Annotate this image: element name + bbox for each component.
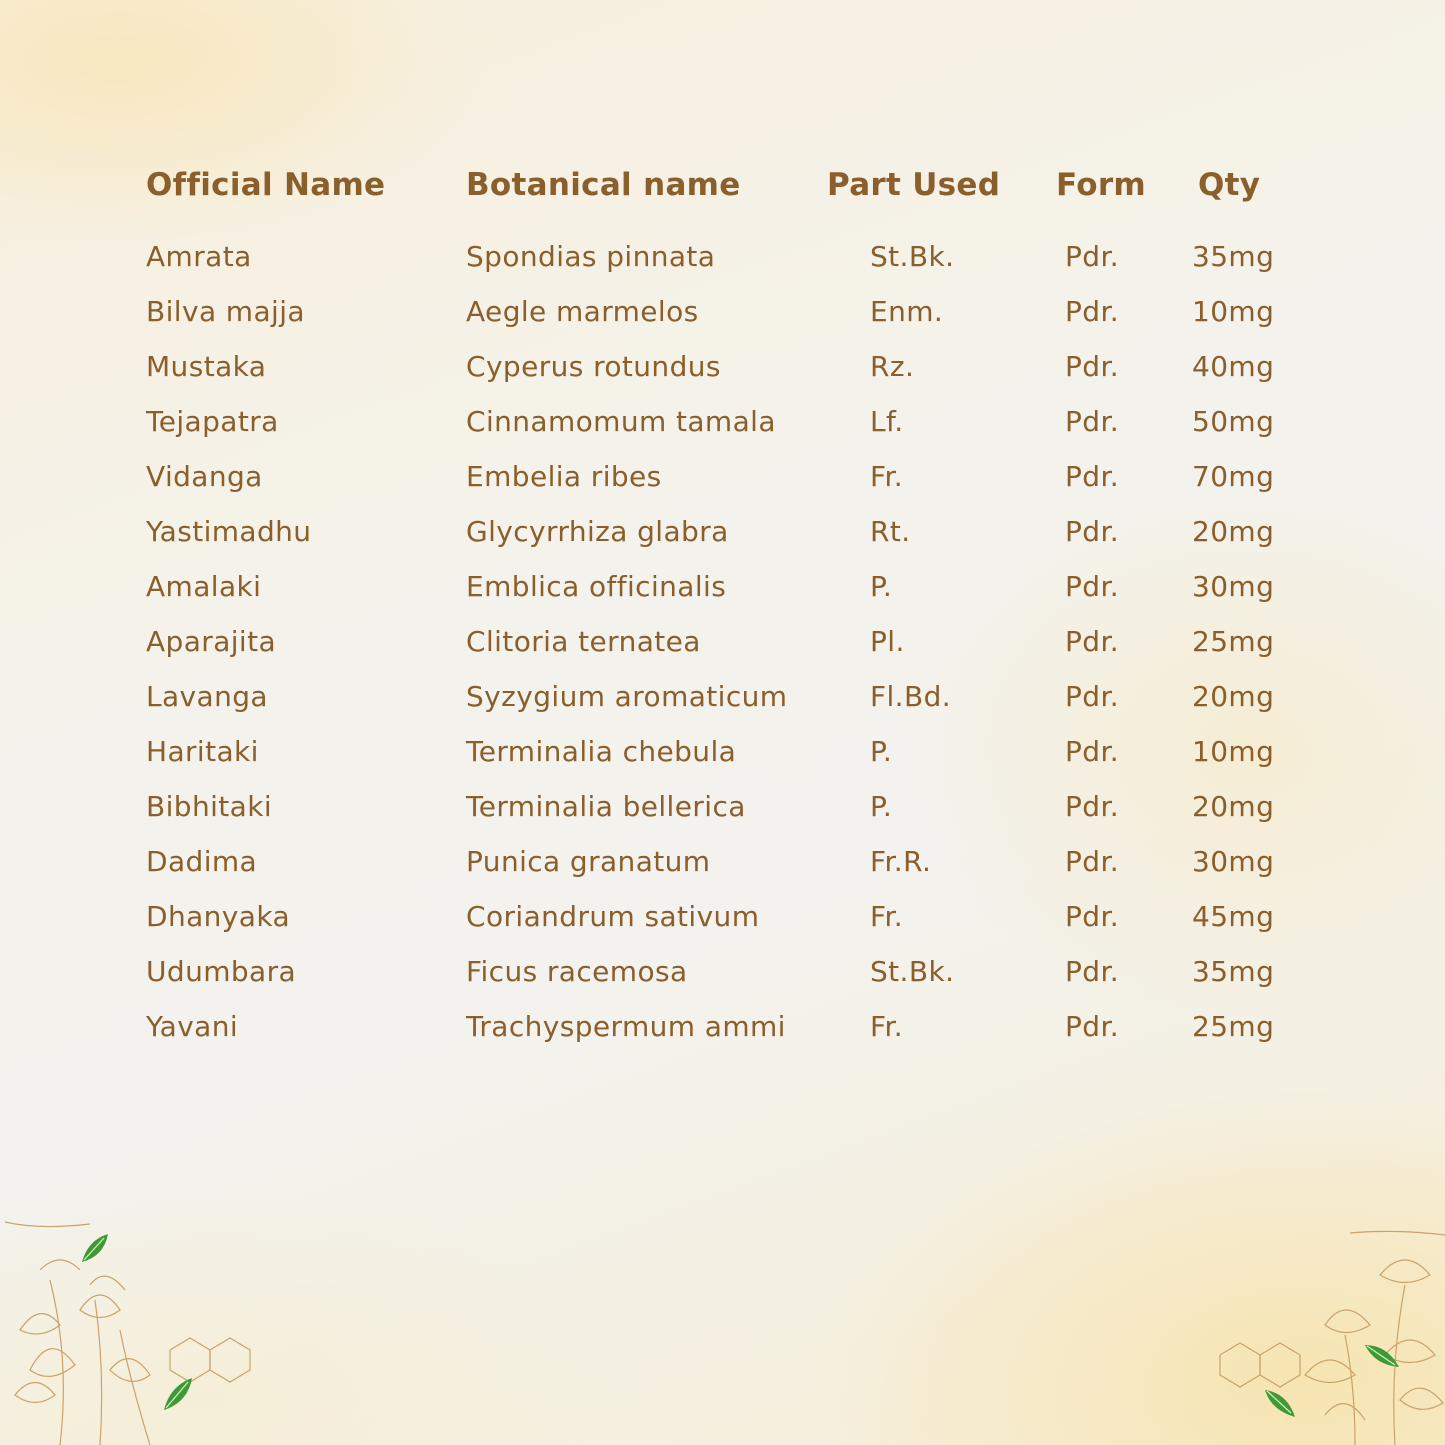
cell-botanical-name: Syzygium aromaticum bbox=[466, 680, 788, 713]
cell-form: Pdr. bbox=[1065, 515, 1120, 548]
table-row bbox=[0, 735, 1445, 775]
cell-form: Pdr. bbox=[1065, 790, 1120, 823]
header-part-used: Part Used bbox=[827, 167, 1001, 203]
cell-part-used: St.Bk. bbox=[870, 240, 955, 273]
cell-qty: 10mg bbox=[1192, 735, 1275, 768]
cell-part-used: Fr. bbox=[870, 1010, 904, 1043]
cell-form: Pdr. bbox=[1065, 405, 1120, 438]
cell-botanical-name: Terminalia bellerica bbox=[466, 790, 746, 823]
cell-official-name: Vidanga bbox=[146, 460, 263, 493]
cell-official-name: Udumbara bbox=[146, 955, 297, 988]
cell-qty: 20mg bbox=[1192, 680, 1275, 713]
cell-botanical-name: Aegle marmelos bbox=[466, 295, 699, 328]
cell-form: Pdr. bbox=[1065, 295, 1120, 328]
cell-form: Pdr. bbox=[1065, 845, 1120, 878]
cell-part-used: Rt. bbox=[870, 515, 911, 548]
cell-part-used: Fr. bbox=[870, 900, 904, 933]
table-row bbox=[0, 240, 1445, 280]
cell-official-name: Lavanga bbox=[146, 680, 268, 713]
cell-botanical-name: Ficus racemosa bbox=[466, 955, 688, 988]
cell-official-name: Amrata bbox=[146, 240, 252, 273]
cell-form: Pdr. bbox=[1065, 460, 1120, 493]
cell-official-name: Dadima bbox=[146, 845, 258, 878]
header-official-name: Official Name bbox=[146, 167, 386, 203]
leaf-icon bbox=[1265, 1390, 1295, 1417]
cell-official-name: Haritaki bbox=[146, 735, 259, 768]
leaf-icon bbox=[1365, 1345, 1399, 1367]
cell-part-used: P. bbox=[870, 790, 893, 823]
cell-botanical-name: Terminalia chebula bbox=[466, 735, 737, 768]
cell-botanical-name: Cyperus rotundus bbox=[466, 350, 721, 383]
cell-qty: 70mg bbox=[1192, 460, 1275, 493]
cell-part-used: Rz. bbox=[870, 350, 915, 383]
cell-qty: 20mg bbox=[1192, 515, 1275, 548]
cell-qty: 40mg bbox=[1192, 350, 1275, 383]
table-row bbox=[0, 955, 1445, 995]
flower-line-art-bottom-left bbox=[0, 1210, 270, 1445]
cell-botanical-name: Coriandrum sativum bbox=[466, 900, 760, 933]
cell-part-used: Lf. bbox=[870, 405, 904, 438]
table-row bbox=[0, 900, 1445, 940]
table-row bbox=[0, 680, 1445, 720]
cell-part-used: P. bbox=[870, 735, 893, 768]
cell-botanical-name: Glycyrrhiza glabra bbox=[466, 515, 729, 548]
cell-official-name: Mustaka bbox=[146, 350, 267, 383]
cell-qty: 35mg bbox=[1192, 240, 1275, 273]
cell-botanical-name: Embelia ribes bbox=[466, 460, 662, 493]
cell-official-name: Amalaki bbox=[146, 570, 262, 603]
cell-qty: 25mg bbox=[1192, 625, 1275, 658]
cell-official-name: Dhanyaka bbox=[146, 900, 291, 933]
cell-official-name: Yastimadhu bbox=[146, 515, 312, 548]
cell-qty: 35mg bbox=[1192, 955, 1275, 988]
cell-qty: 50mg bbox=[1192, 405, 1275, 438]
cell-official-name: Tejapatra bbox=[146, 405, 279, 438]
cell-form: Pdr. bbox=[1065, 955, 1120, 988]
table-row bbox=[0, 515, 1445, 555]
cell-part-used: Fl.Bd. bbox=[870, 680, 952, 713]
cell-botanical-name: Cinnamomum tamala bbox=[466, 405, 776, 438]
table-row bbox=[0, 570, 1445, 610]
cell-official-name: Bibhitaki bbox=[146, 790, 273, 823]
cell-part-used: Fr.R. bbox=[870, 845, 932, 878]
cell-form: Pdr. bbox=[1065, 240, 1120, 273]
cell-botanical-name: Punica granatum bbox=[466, 845, 711, 878]
table-row bbox=[0, 625, 1445, 665]
cell-qty: 25mg bbox=[1192, 1010, 1275, 1043]
cell-qty: 10mg bbox=[1192, 295, 1275, 328]
cell-form: Pdr. bbox=[1065, 1010, 1120, 1043]
table-row bbox=[0, 295, 1445, 335]
table-row bbox=[0, 1010, 1445, 1050]
cell-part-used: Enm. bbox=[870, 295, 944, 328]
cell-form: Pdr. bbox=[1065, 735, 1120, 768]
cell-part-used: Pl. bbox=[870, 625, 905, 658]
cell-form: Pdr. bbox=[1065, 900, 1120, 933]
cell-official-name: Aparajita bbox=[146, 625, 277, 658]
table-row bbox=[0, 405, 1445, 445]
cell-part-used: P. bbox=[870, 570, 893, 603]
cell-official-name: Yavani bbox=[146, 1010, 239, 1043]
cell-qty: 30mg bbox=[1192, 570, 1275, 603]
table-row bbox=[0, 350, 1445, 390]
cell-form: Pdr. bbox=[1065, 570, 1120, 603]
header-qty: Qty bbox=[1198, 167, 1261, 203]
cell-form: Pdr. bbox=[1065, 680, 1120, 713]
cell-form: Pdr. bbox=[1065, 350, 1120, 383]
cell-botanical-name: Emblica officinalis bbox=[466, 570, 727, 603]
table-row bbox=[0, 845, 1445, 885]
cell-botanical-name: Clitoria ternatea bbox=[466, 625, 701, 658]
cell-official-name: Bilva majja bbox=[146, 295, 305, 328]
cell-part-used: Fr. bbox=[870, 460, 904, 493]
table-row bbox=[0, 790, 1445, 830]
header-form: Form bbox=[1056, 167, 1147, 203]
cell-botanical-name: Trachyspermum ammi bbox=[466, 1010, 786, 1043]
cell-qty: 20mg bbox=[1192, 790, 1275, 823]
leaf-icon bbox=[82, 1234, 108, 1262]
cell-form: Pdr. bbox=[1065, 625, 1120, 658]
cell-qty: 30mg bbox=[1192, 845, 1275, 878]
cell-qty: 45mg bbox=[1192, 900, 1275, 933]
cell-part-used: St.Bk. bbox=[870, 955, 955, 988]
cell-botanical-name: Spondias pinnata bbox=[466, 240, 716, 273]
header-botanical-name: Botanical name bbox=[466, 167, 741, 203]
table-row bbox=[0, 460, 1445, 500]
leaf-icon bbox=[164, 1378, 192, 1410]
flower-line-art-bottom-right bbox=[1205, 1225, 1445, 1445]
